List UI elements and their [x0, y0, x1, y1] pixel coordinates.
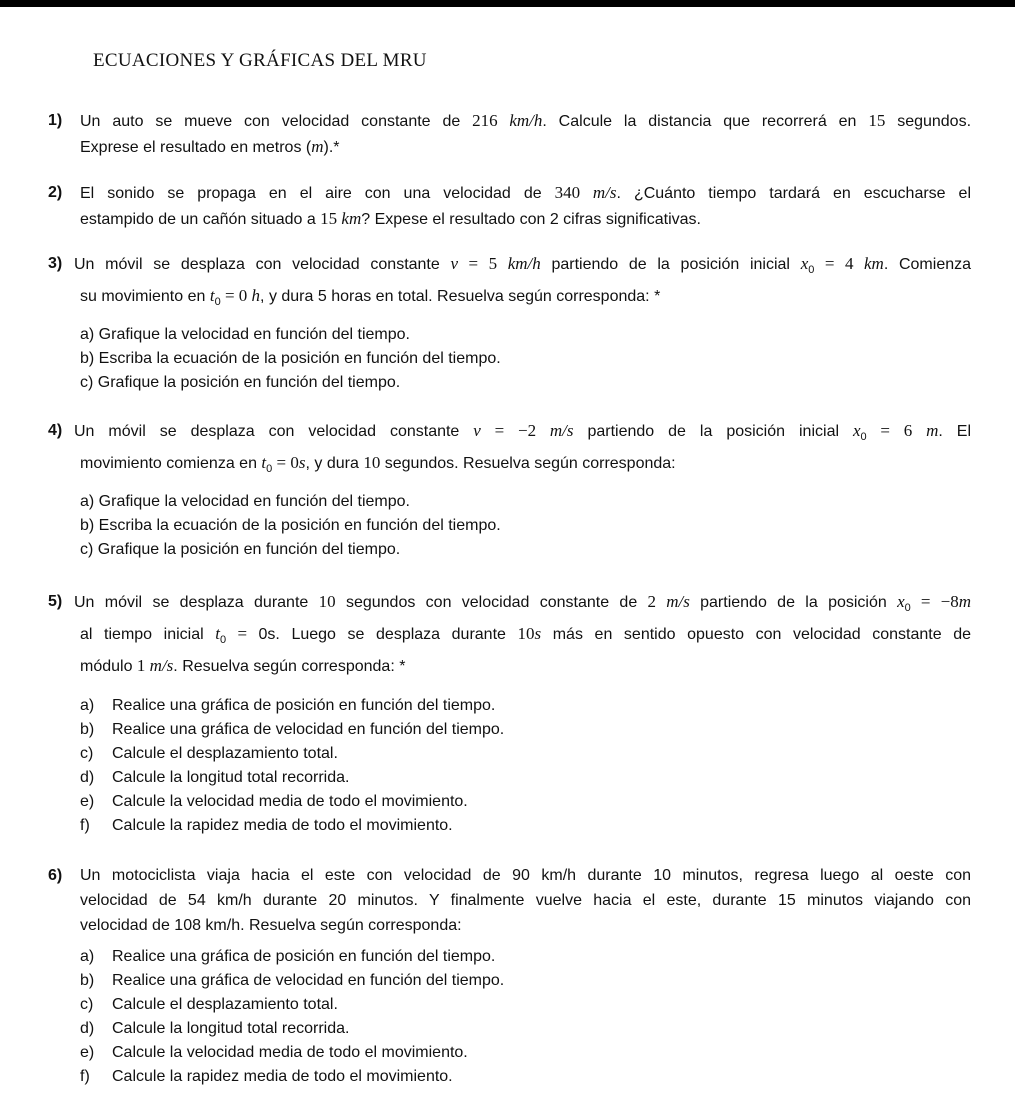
problem-text-line: estampido de un cañón situado a 15 km? Expese el resultado con 2 cifras significativas. [80, 209, 701, 228]
list-item: b) Realice una gráfica de velocidad en función del tiempo. [80, 721, 505, 738]
problem-number: 4) [48, 422, 63, 439]
problem-6 [48, 863, 971, 938]
list-item: c) Grafique la posición en función del tiempo. [80, 541, 401, 558]
top-border [0, 0, 1015, 7]
list-item: a) Realice una gráfica de posición en función del tiempo. [80, 948, 496, 965]
list-item: c) Calcule el desplazamiento total. [80, 745, 338, 762]
list-item: a) Realice una gráfica de posición en función del tiempo. [80, 697, 496, 714]
problem-text-line: Un móvil se desplaza con velocidad constante v = −2 m/s partiendo de la posición inicial $x_0 = 6$ m. El [74, 421, 971, 444]
problem-3-items [80, 323, 501, 395]
problem-text-line: movimiento comienza en $t_0 = 0s$, y dura 10 segundos. Resuelva según corresponda: [80, 453, 676, 476]
problem-2 [48, 180, 971, 232]
problem-4-items [80, 490, 501, 562]
problem-6-items [80, 945, 504, 1089]
page-title: ECUACIONES Y GRÁFICAS DEL MRU [93, 50, 427, 71]
problem-3 [48, 251, 971, 315]
list-item: b) Realice una gráfica de velocidad en función del tiempo. [80, 972, 505, 989]
problem-5 [48, 589, 971, 679]
problem-number: 5) [48, 593, 63, 610]
problem-text-line: Un auto se mueve con velocidad constante de 216 km/h. Calcule la distancia que recorrerá en 15 segundos. [80, 111, 972, 130]
list-item: c) Grafique la posición en función del tiempo. [80, 374, 401, 391]
problem-text-line: velocidad de 54 km/h durante 20 minutos. Y finalmente vuelve hacia el este, durante 15 minutos viajando con [80, 892, 971, 909]
problem-number: 1) [48, 112, 63, 129]
problem-text-line: velocidad de 108 km/h. Resuelva según corresponda: [80, 917, 462, 934]
problem-text-line: Un móvil se desplaza durante 10 segundos con velocidad constante de 2 m/s partiendo de la posición $x_0 = -8m$ [74, 592, 971, 615]
problem-text-line: Un motociclista viaja hacia el este con velocidad de 90 km/h durante 10 minutos, regresa luego al oeste con [80, 867, 971, 884]
list-item: e) Calcule la velocidad media de todo el movimiento. [80, 793, 468, 810]
list-item: d) Calcule la longitud total recorrida. [80, 1020, 350, 1037]
problem-number: 3) [48, 255, 63, 272]
list-item: c) Calcule el desplazamiento total. [80, 996, 338, 1013]
list-item: f) Calcule la rapidez media de todo el movimiento. [80, 1068, 453, 1085]
list-item: d) Calcule la longitud total recorrida. [80, 769, 350, 786]
list-item: a) Grafique la velocidad en función del tiempo. [80, 326, 410, 343]
problem-1 [48, 108, 971, 160]
list-item: e) Calcule la velocidad media de todo el movimiento. [80, 1044, 468, 1061]
list-item: b) Escriba la ecuación de la posición en función del tiempo. [80, 350, 501, 367]
problem-text-line: Un móvil se desplaza con velocidad constante v = 5 km/h partiendo de la posición inicial $x_0 = 4$ km. Comienza [74, 254, 972, 277]
list-item: a) Grafique la velocidad en función del tiempo. [80, 493, 410, 510]
problem-text-line: su movimiento en $t_0 = 0$ h, y dura 5 horas en total. Resuelva según corresponda: * [80, 286, 661, 309]
problem-number: 6) [48, 867, 63, 884]
list-item: b) Escriba la ecuación de la posición en función del tiempo. [80, 517, 501, 534]
list-item: f) Calcule la rapidez media de todo el movimiento. [80, 817, 453, 834]
problem-4 [48, 418, 971, 482]
problem-text-line: al tiempo inicial $t_0 = 0s$. Luego se desplaza durante 10s más en sentido opuesto con velocidad constante de [80, 624, 971, 647]
problem-number: 2) [48, 184, 63, 201]
problem-5-items [80, 694, 504, 838]
problem-text-line: Exprese el resultado en metros (m).* [80, 137, 340, 156]
problem-text-line: módulo 1 m/s. Resuelva según corresponda: * [80, 656, 406, 676]
problem-text-line: El sonido se propaga en el aire con una velocidad de 340 m/s. ¿Cuánto tiempo tardará en escucharse el [80, 183, 971, 202]
